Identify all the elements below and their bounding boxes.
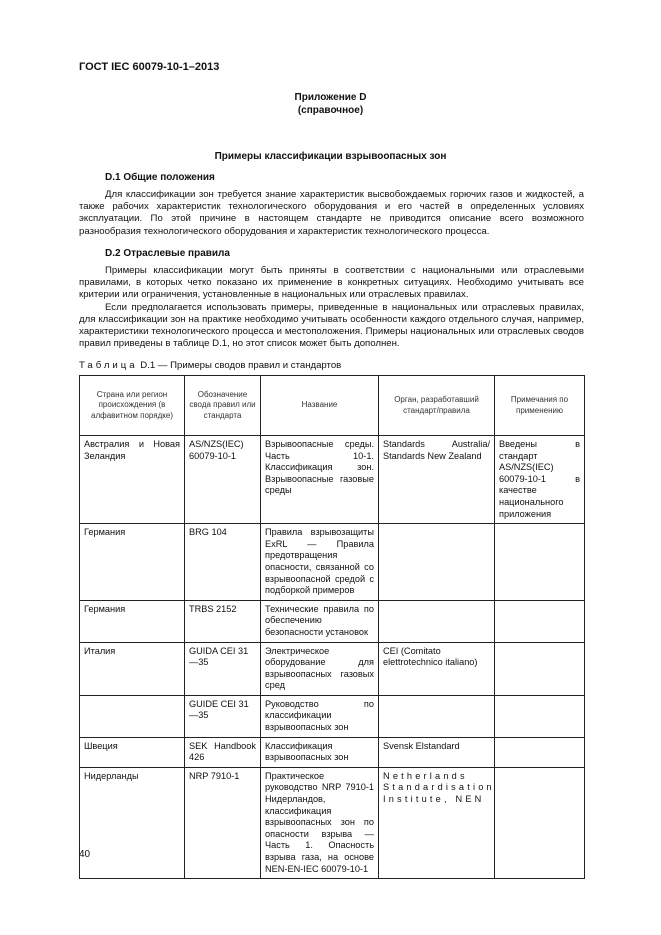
cell-country [80,695,185,737]
cell-body [379,600,495,642]
cell-country: Нидерланды [80,767,185,878]
header-country: Страна или регион происхождения (в алфавитном порядке) [80,376,185,436]
cell-designation: AS/NZS(IEC) 60079-10-1 [185,436,261,524]
table-row [80,695,585,737]
cell-body [379,524,495,601]
appendix-heading [0,91,661,117]
cell-country: Германия [80,524,185,601]
table-caption-text: D.1 — Примеры сводов правил и стандартов [140,360,342,371]
cell-country: Германия [80,600,185,642]
cell-notes [495,737,585,767]
paragraph: Примеры классификации могут быть приняты в соответствии с национальными или отраслевыми правилами, в которых четко показано их применение в конкретных ситуациях. Необходимо учитывать все критерии или ограничения, установленные в национальных или отраслевых правилах. [79,265,584,301]
header-designation: Обозначение свода правил или стандарта [185,376,261,436]
cell-country: Швеция [80,737,185,767]
cell-designation: SEK Handbook 426 [185,737,261,767]
cell-body [379,695,495,737]
paragraph: Если предполагается использовать примеры, приведенные в национальных или отраслевых правилах, для классификации зон на практике необходимо учитывать особенности каждого отдельного случая, например, характеристики технологического процесса и местоположения. Примеры национальных или отраслевых сводов правил приведены в таблице D.1, но этот список может быть дополнен. [79,301,584,350]
cell-title: Практическое руководство NRP 7910-1 Нидерландов, классификация взрывоопасных зон по опасности взрыва — Часть 1. Опасность взрыва газа, на основе NEN-EN-IEC 60079-10-1 [261,767,379,878]
table-header-row [80,376,585,436]
cell-designation: GUIDE CEI 31—35 [185,695,261,737]
cell-designation: BRG 104 [185,524,261,601]
appendix-subtitle: (справочное) [297,105,364,116]
cell-title: Руководство по классификации взрывоопасных зон [261,695,379,737]
cell-notes [495,524,585,601]
table-row [80,737,585,767]
cell-notes [495,695,585,737]
cell-body: CEI (Comitato elettrotechnico italiano) [379,642,495,695]
cell-title: Взрывоопасные среды. Часть 10-1. Классификация зон. Взрывоопасные газовые среды [261,436,379,524]
table-caption-label: Таблица [79,360,138,371]
paragraph: Для классификации зон требуется знание характеристик высвобождаемых горючих газов и жидкостей, а также рабочих характеристик технологического оборудования и его частей в определенных условиях эксплуатации. По этой причине в настоящем стандарте не приводится описание всего возможного разнообразия технологического оборудования и характеристик технологического процесса. [79,189,584,237]
cell-body: Svensk Elstandard [379,737,495,767]
codes-table [79,375,585,879]
cell-notes: Введены в стандарт AS/NZS(IEC) 60079-10-1 в качестве национального приложения [495,436,585,524]
header-body: Орган, разработавший стандарт/правила [379,376,495,436]
main-title: Примеры классификации взрывоопасных зон [214,151,447,162]
header-notes: Примечания по применению [495,376,585,436]
cell-title: Правила взрывозащиты ExRL — Правила предотвращения опасности, связанной со взрывоопасной средой с подборкой примеров [261,524,379,601]
table-caption [79,360,341,371]
section-heading-d2: D.2 Отраслевые правила [105,248,230,259]
cell-notes [495,600,585,642]
section-d1-body [79,189,584,238]
cell-title: Электрическое оборудование для взрывоопасных газовых сред [261,642,379,695]
standard-id: ГОСТ IEC 60079-10-1–2013 [79,61,220,73]
table-row [80,642,585,695]
cell-designation: GUIDA CEI 31—35 [185,642,261,695]
page-number: 40 [79,849,91,860]
cell-notes [495,767,585,878]
table-row [80,767,585,878]
cell-body: Netherlands Standardisation Institute, NEN [379,767,495,878]
table-row [80,600,585,642]
cell-designation: TRBS 2152 [185,600,261,642]
cell-country: Австралия и Новая Зеландия [80,436,185,524]
cell-country: Италия [80,642,185,695]
table-row [80,524,585,601]
cell-title: Технические правила по обеспечению безопасности установок [261,600,379,642]
header-title: Название [261,376,379,436]
cell-designation: NRP 7910-1 [185,767,261,878]
cell-notes [495,642,585,695]
cell-body: Standards Australia/ Standards New Zealand [379,436,495,524]
section-heading-d1: D.1 Общие положения [105,172,215,183]
section-d2-body [79,265,584,350]
cell-title: Классификация взрывоопасных зон [261,737,379,767]
table-row [80,436,585,524]
appendix-title: Приложение D [294,92,367,103]
